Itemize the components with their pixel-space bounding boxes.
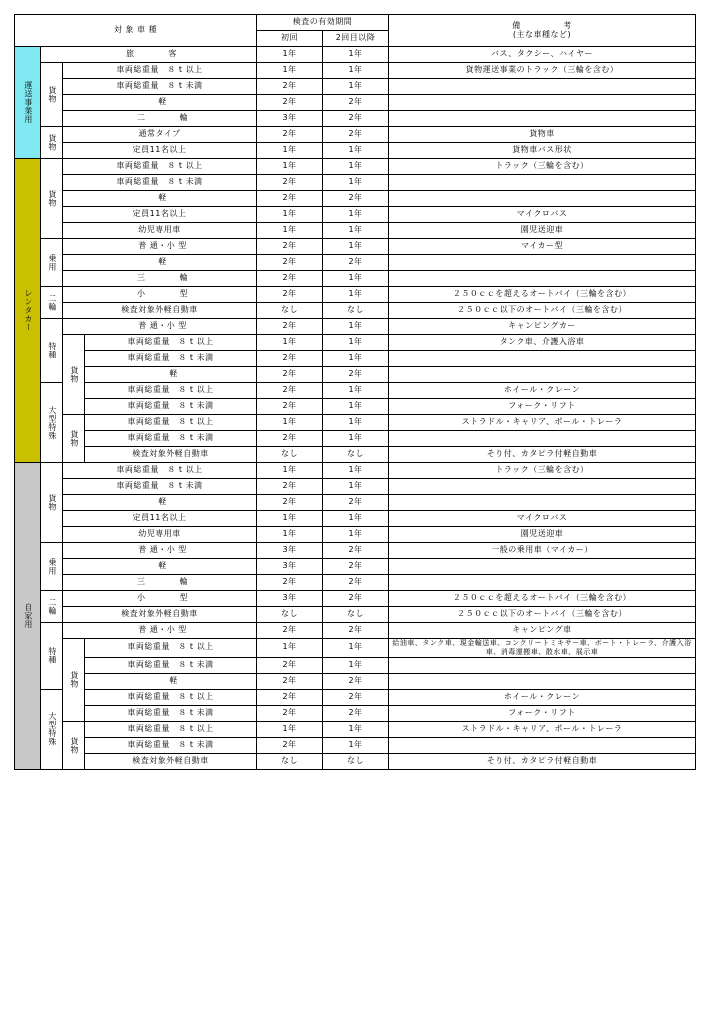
remarks-cell [389,271,696,287]
second-inspection-cell: 1年 [323,63,389,79]
vehicle-type-cell: 定員11名以上 [63,207,257,223]
second-inspection-cell: 2年 [323,575,389,591]
first-inspection-cell: なし [257,607,323,623]
remarks-cell: 園児送迎車 [389,527,696,543]
vehicle-type-cell: 車両総重量 ８ t 以上 [85,721,257,737]
remarks-cell: トラック（三輪を含む） [389,159,696,175]
subgroup-cell: 貨物 [41,63,63,127]
subgroup-cell: 貨物 [41,127,63,159]
remarks-cell: ホイール・クレーン [389,383,696,399]
vehicle-type-cell: 検査対象外軽自動車 [85,447,257,463]
table-row [15,447,696,463]
remarks-cell: ホイール・クレーン [389,689,696,705]
remarks-cell: フォーク・リフト [389,399,696,415]
remarks-cell: キャンピングカー [389,319,696,335]
table-row [15,705,696,721]
vehicle-type-cell: 普 通・小 型 [63,239,257,255]
remarks-cell [389,367,696,383]
remarks-cell: 給油車、タンク車、現金輸送車、コンクリートミキサー車、ボート・トレーラ、介護入浴車、消毒運搬車、散水車、展示車 [389,639,696,658]
second-inspection-cell: 2年 [323,127,389,143]
remarks-cell: ストラドル・キャリア、ポール・トレーラ [389,415,696,431]
vehicle-type-cell: 幼児専用車 [63,223,257,239]
subgroup-cell: 特種 [41,623,63,690]
second-inspection-cell: 2年 [323,255,389,271]
second-inspection-cell: なし [323,607,389,623]
second-inspection-cell: 1年 [323,463,389,479]
vehicle-type-cell: 車両総重量 ８ t 以上 [63,159,257,175]
remarks-cell [389,479,696,495]
vehicle-type-cell: 車両総重量 ８ t 未満 [85,399,257,415]
table-row [15,543,696,559]
table-row [15,143,696,159]
subgroup-cell: 二輪 [41,591,63,623]
table-row [15,287,696,303]
first-inspection-cell: なし [257,303,323,319]
table-row [15,127,696,143]
second-inspection-cell: 2年 [323,111,389,127]
subgroup-cell: 貨物 [41,159,63,239]
second-inspection-cell: なし [323,303,389,319]
first-inspection-cell: 2年 [257,95,323,111]
second-inspection-cell: 1年 [323,399,389,415]
table-row [15,737,696,753]
second-inspection-cell: 1年 [323,657,389,673]
table-row [15,689,696,705]
first-inspection-cell: 2年 [257,399,323,415]
subgroup-cell: 乗用 [41,543,63,591]
first-inspection-cell: 2年 [257,495,323,511]
vehicle-type-cell: 普 通・小 型 [63,319,257,335]
first-inspection-cell: 1年 [257,47,323,63]
first-inspection-cell: 2年 [257,657,323,673]
second-inspection-cell: 1年 [323,737,389,753]
remarks-cell [389,657,696,673]
remarks-cell [389,79,696,95]
vehicle-type-cell: 車両総重量 ８ t 未満 [85,737,257,753]
second-inspection-cell: 1年 [323,415,389,431]
second-inspection-cell: 2年 [323,673,389,689]
first-inspection-cell: 1年 [257,721,323,737]
second-inspection-cell: 1年 [323,479,389,495]
first-inspection-cell: 3年 [257,559,323,575]
remarks-cell: フォーク・リフト [389,705,696,721]
vehicle-type-cell: 車両総重量 ８ t 以上 [63,63,257,79]
table-header [15,15,696,47]
first-inspection-cell: 2年 [257,705,323,721]
first-inspection-cell: 3年 [257,111,323,127]
vehicle-type-cell: 車両総重量 ８ t 未満 [85,431,257,447]
vehicle-type-cell: 車両総重量 ８ t 未満 [85,657,257,673]
second-inspection-cell: 1年 [323,159,389,175]
second-inspection-cell: 1年 [323,511,389,527]
vehicle-type-cell: 車両総重量 ８ t 未満 [63,479,257,495]
vehicle-type-cell: 軽 [85,367,257,383]
subgroup2-cell: 貨物 [63,721,85,769]
vehicle-type-cell: 検査対象外軽自動車 [63,607,257,623]
first-inspection-cell: 1年 [257,63,323,79]
remarks-cell [389,351,696,367]
remarks-cell: 貨物車バス形状 [389,143,696,159]
first-inspection-cell: 1年 [257,207,323,223]
second-inspection-cell: 1年 [323,527,389,543]
first-inspection-cell: 1年 [257,335,323,351]
second-inspection-cell: 1年 [323,639,389,658]
vehicle-type-cell: 車両総重量 ８ t 未満 [63,175,257,191]
category-cell: レンタカー [15,159,41,463]
vehicle-type-cell: 軽 [85,673,257,689]
header-target: 対 象 車 種 [15,15,257,47]
second-inspection-cell: 1年 [323,721,389,737]
table-row [15,511,696,527]
table-row [15,335,696,351]
remarks-cell [389,255,696,271]
first-inspection-cell: 2年 [257,127,323,143]
vehicle-type-cell: 車両総重量 ８ t 以上 [85,639,257,658]
remarks-cell: 貨物運送事業のトラック（三輪を含む） [389,63,696,79]
remarks-cell [389,495,696,511]
table-row [15,63,696,79]
table-row [15,239,696,255]
remarks-cell: タンク車、介護入浴車 [389,335,696,351]
second-inspection-cell: 2年 [323,689,389,705]
second-inspection-cell: 2年 [323,559,389,575]
first-inspection-cell: なし [257,447,323,463]
vehicle-type-cell: 軽 [63,95,257,111]
subgroup-cell: 乗用 [41,239,63,287]
first-inspection-cell: 1年 [257,463,323,479]
second-inspection-cell: なし [323,753,389,769]
header-remarks-line2: (主な車種など) [512,29,572,39]
table-row [15,95,696,111]
second-inspection-cell: 2年 [323,705,389,721]
vehicle-type-cell: 車両総重量 ８ t 未満 [85,705,257,721]
table-row [15,159,696,175]
second-inspection-cell: 1年 [323,79,389,95]
vehicle-type-cell: 車両総重量 ８ t 以上 [85,335,257,351]
vehicle-type-cell: 三 輪 [63,271,257,287]
second-inspection-cell: 1年 [323,47,389,63]
subgroup-cell: 大型特殊 [41,383,63,463]
first-inspection-cell: 2年 [257,319,323,335]
remarks-cell [389,175,696,191]
table-row [15,79,696,95]
second-inspection-cell: 1年 [323,207,389,223]
table-row [15,255,696,271]
remarks-cell: トラック（三輪を含む） [389,463,696,479]
table-row [15,223,696,239]
vehicle-type-cell: 定員11名以上 [63,143,257,159]
first-inspection-cell: 2年 [257,351,323,367]
remarks-cell: 一般の乗用車（マイカー） [389,543,696,559]
first-inspection-cell: 2年 [257,431,323,447]
second-inspection-cell: 1年 [323,287,389,303]
vehicle-type-cell: 旅 客 [41,47,257,63]
table-row [15,191,696,207]
remarks-cell: マイクロバス [389,207,696,223]
vehicle-type-cell: 軽 [63,255,257,271]
subgroup-cell: 二輪 [41,287,63,319]
table-row [15,319,696,335]
table-row [15,383,696,399]
first-inspection-cell: 2年 [257,479,323,495]
remarks-cell [389,95,696,111]
second-inspection-cell: 1年 [323,175,389,191]
table-row [15,575,696,591]
remarks-cell [389,737,696,753]
second-inspection-cell: 1年 [323,143,389,159]
subgroup2-cell: 貨物 [63,335,85,415]
table-row [15,175,696,191]
subgroup-cell: 貨物 [41,463,63,543]
remarks-cell: ストラドル・キャリア、ポール・トレーラ [389,721,696,737]
second-inspection-cell: 1年 [323,335,389,351]
header-second-inspection: 2回目以降 [323,31,389,47]
remarks-cell: マイクロバス [389,511,696,527]
vehicle-type-cell: 車両総重量 ８ t 以上 [85,689,257,705]
remarks-cell: ２５０ｃｃ以下のオートバイ（三輪を含む） [389,303,696,319]
vehicle-type-cell: 車両総重量 ８ t 以上 [63,463,257,479]
first-inspection-cell: 2年 [257,689,323,705]
vehicle-type-cell: 車両総重量 ８ t 未満 [85,351,257,367]
second-inspection-cell: 2年 [323,623,389,639]
table-row [15,351,696,367]
second-inspection-cell: 1年 [323,239,389,255]
first-inspection-cell: 1年 [257,527,323,543]
second-inspection-cell: 2年 [323,495,389,511]
vehicle-type-cell: 検査対象外軽自動車 [85,753,257,769]
first-inspection-cell: 2年 [257,255,323,271]
table-row [15,479,696,495]
remarks-cell: マイカー型 [389,239,696,255]
remarks-cell: ２５０ｃｃを超えるオートバイ（三輪を含む） [389,287,696,303]
table-row [15,303,696,319]
vehicle-type-cell: 車両総重量 ８ t 未満 [63,79,257,95]
first-inspection-cell: 3年 [257,591,323,607]
first-inspection-cell: 2年 [257,287,323,303]
table-row [15,415,696,431]
first-inspection-cell: 1年 [257,511,323,527]
header-remarks [389,15,696,47]
second-inspection-cell: 2年 [323,367,389,383]
table-row [15,559,696,575]
remarks-cell [389,575,696,591]
first-inspection-cell: 2年 [257,737,323,753]
vehicle-type-cell: 小 型 [63,287,257,303]
subgroup-cell: 特種 [41,319,63,383]
vehicle-type-cell: 普 通・小 型 [63,623,257,639]
first-inspection-cell: 3年 [257,543,323,559]
first-inspection-cell: 1年 [257,159,323,175]
first-inspection-cell: 2年 [257,383,323,399]
first-inspection-cell: 2年 [257,367,323,383]
table-row [15,657,696,673]
first-inspection-cell: 1年 [257,415,323,431]
table-row [15,639,696,658]
first-inspection-cell: 2年 [257,575,323,591]
vehicle-type-cell: 三 輪 [63,575,257,591]
table-body [15,47,696,770]
vehicle-type-cell: 軽 [63,495,257,511]
remarks-cell: 園児送迎車 [389,223,696,239]
vehicle-type-cell: 定員11名以上 [63,511,257,527]
second-inspection-cell: 1年 [323,319,389,335]
table-row [15,753,696,769]
first-inspection-cell: 2年 [257,239,323,255]
remarks-cell: ２５０ｃｃを超えるオートバイ（三輪を含む） [389,591,696,607]
first-inspection-cell: 2年 [257,191,323,207]
second-inspection-cell: 1年 [323,431,389,447]
category-cell: 運送事業用 [15,47,41,159]
vehicle-type-cell: 軽 [63,559,257,575]
second-inspection-cell: 2年 [323,191,389,207]
vehicle-type-cell: 軽 [63,191,257,207]
table-row [15,207,696,223]
table-row [15,271,696,287]
remarks-cell: そり付、カタピラ付軽自動車 [389,447,696,463]
table-row [15,673,696,689]
table-row [15,367,696,383]
table-row [15,527,696,543]
first-inspection-cell: 2年 [257,673,323,689]
subgroup2-cell: 貨物 [63,639,85,722]
vehicle-type-cell: 検査対象外軽自動車 [63,303,257,319]
remarks-cell [389,559,696,575]
table-row [15,607,696,623]
table-row [15,721,696,737]
vehicle-type-cell: 車両総重量 ８ t 以上 [85,383,257,399]
subgroup2-cell: 貨物 [63,415,85,463]
header-remarks-line1: 備 考 [512,20,572,30]
remarks-cell: ２５０ｃｃ以下のオートバイ（三輪を含む） [389,607,696,623]
subgroup-cell: 大型特殊 [41,689,63,769]
remarks-cell [389,111,696,127]
vehicle-inspection-period-table [14,14,696,770]
table-row [15,495,696,511]
header-first-inspection: 初回 [257,31,323,47]
second-inspection-cell: 1年 [323,271,389,287]
table-row [15,111,696,127]
table-row [15,591,696,607]
second-inspection-cell: 2年 [323,95,389,111]
remarks-cell: キャンピング車 [389,623,696,639]
vehicle-type-cell: 幼児専用車 [63,527,257,543]
remarks-cell [389,431,696,447]
second-inspection-cell: 2年 [323,591,389,607]
table-row [15,623,696,639]
first-inspection-cell: 2年 [257,623,323,639]
remarks-cell [389,673,696,689]
vehicle-type-cell: 普 通・小 型 [63,543,257,559]
table-row [15,399,696,415]
vehicle-type-cell: 小 型 [63,591,257,607]
vehicle-type-cell: 二 輪 [63,111,257,127]
second-inspection-cell: 2年 [323,543,389,559]
vehicle-type-cell: 車両総重量 ８ t 以上 [85,415,257,431]
first-inspection-cell: 2年 [257,271,323,287]
remarks-cell: 貨物車 [389,127,696,143]
first-inspection-cell: 1年 [257,143,323,159]
first-inspection-cell: 2年 [257,79,323,95]
first-inspection-cell: 1年 [257,639,323,658]
category-cell: 自家用 [15,463,41,770]
remarks-cell [389,191,696,207]
first-inspection-cell: 2年 [257,175,323,191]
vehicle-type-cell: 通常タイプ [63,127,257,143]
second-inspection-cell: なし [323,447,389,463]
header-period: 検査の有効期間 [257,15,389,31]
table-row [15,47,696,63]
second-inspection-cell: 1年 [323,351,389,367]
table-row [15,463,696,479]
remarks-cell: そり付、カタピラ付軽自動車 [389,753,696,769]
remarks-cell: バス、タクシー、ハイヤー [389,47,696,63]
table-row [15,431,696,447]
second-inspection-cell: 1年 [323,383,389,399]
second-inspection-cell: 1年 [323,223,389,239]
first-inspection-cell: なし [257,753,323,769]
first-inspection-cell: 1年 [257,223,323,239]
